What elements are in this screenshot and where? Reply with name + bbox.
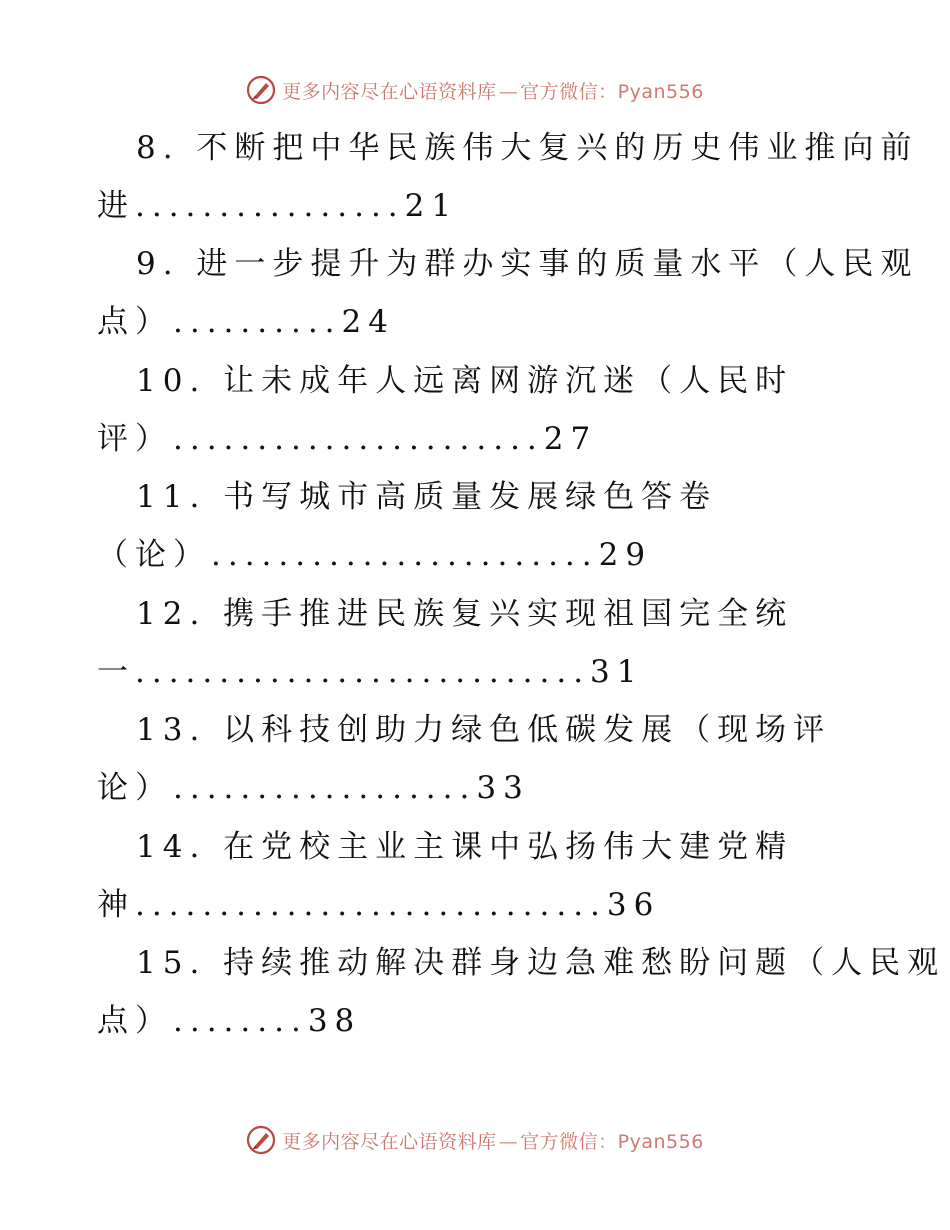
watermark-contact: 官方微信：Pyan556 <box>520 80 704 103</box>
pen-logo-icon <box>246 75 276 105</box>
toc-entry-14-page[interactable]: 神............................36 <box>97 887 661 923</box>
toc-entry-8-page[interactable]: 进................21 <box>97 188 459 224</box>
toc-entry-15-title[interactable]: 15. 持续推动解决群身边急难愁盼问题（人民观 <box>136 945 946 981</box>
toc-entry-11-title[interactable]: 11. 书写城市高质量发展绿色答卷 <box>136 479 718 515</box>
header-watermark <box>0 72 950 108</box>
watermark-text <box>282 1127 704 1154</box>
watermark-brand: 更多内容尽在心语资料库 <box>282 80 497 103</box>
toc-entry-8-title[interactable]: 8. 不断把中华民族伟大复兴的历史伟业推向前 <box>136 130 919 166</box>
toc-entry-13-page[interactable]: 论）..................33 <box>97 770 530 806</box>
watermark-separator: — <box>498 80 519 103</box>
toc-entry-9-title[interactable]: 9. 进一步提升为群办实事的质量水平（人民观 <box>136 246 919 282</box>
toc-entry-15-page[interactable]: 点）........38 <box>97 1003 362 1039</box>
watermark-contact: 官方微信：Pyan556 <box>520 1130 704 1153</box>
toc-entry-10-page[interactable]: 评）......................27 <box>97 421 598 457</box>
toc-entry-14-title[interactable]: 14. 在党校主业主课中弘扬伟大建党精 <box>136 829 794 865</box>
toc-entry-9-page[interactable]: 点）..........24 <box>97 304 395 340</box>
toc-entry-10-title[interactable]: 10. 让未成年人远离网游沉迷（人民时 <box>136 363 794 399</box>
toc-entry-12-page[interactable]: 一...........................31 <box>97 654 644 690</box>
watermark-text <box>282 77 704 104</box>
footer-watermark <box>0 1122 950 1158</box>
watermark-brand: 更多内容尽在心语资料库 <box>282 1130 497 1153</box>
watermark-separator: — <box>498 1130 519 1153</box>
toc-entry-12-title[interactable]: 12. 携手推进民族复兴实现祖国完全统 <box>136 596 794 632</box>
pen-logo-icon <box>246 1125 276 1155</box>
toc-entry-13-title[interactable]: 13. 以科技创助力绿色低碳发展（现场评 <box>136 712 832 748</box>
toc-entry-11-page[interactable]: （论）.......................29 <box>97 537 653 573</box>
